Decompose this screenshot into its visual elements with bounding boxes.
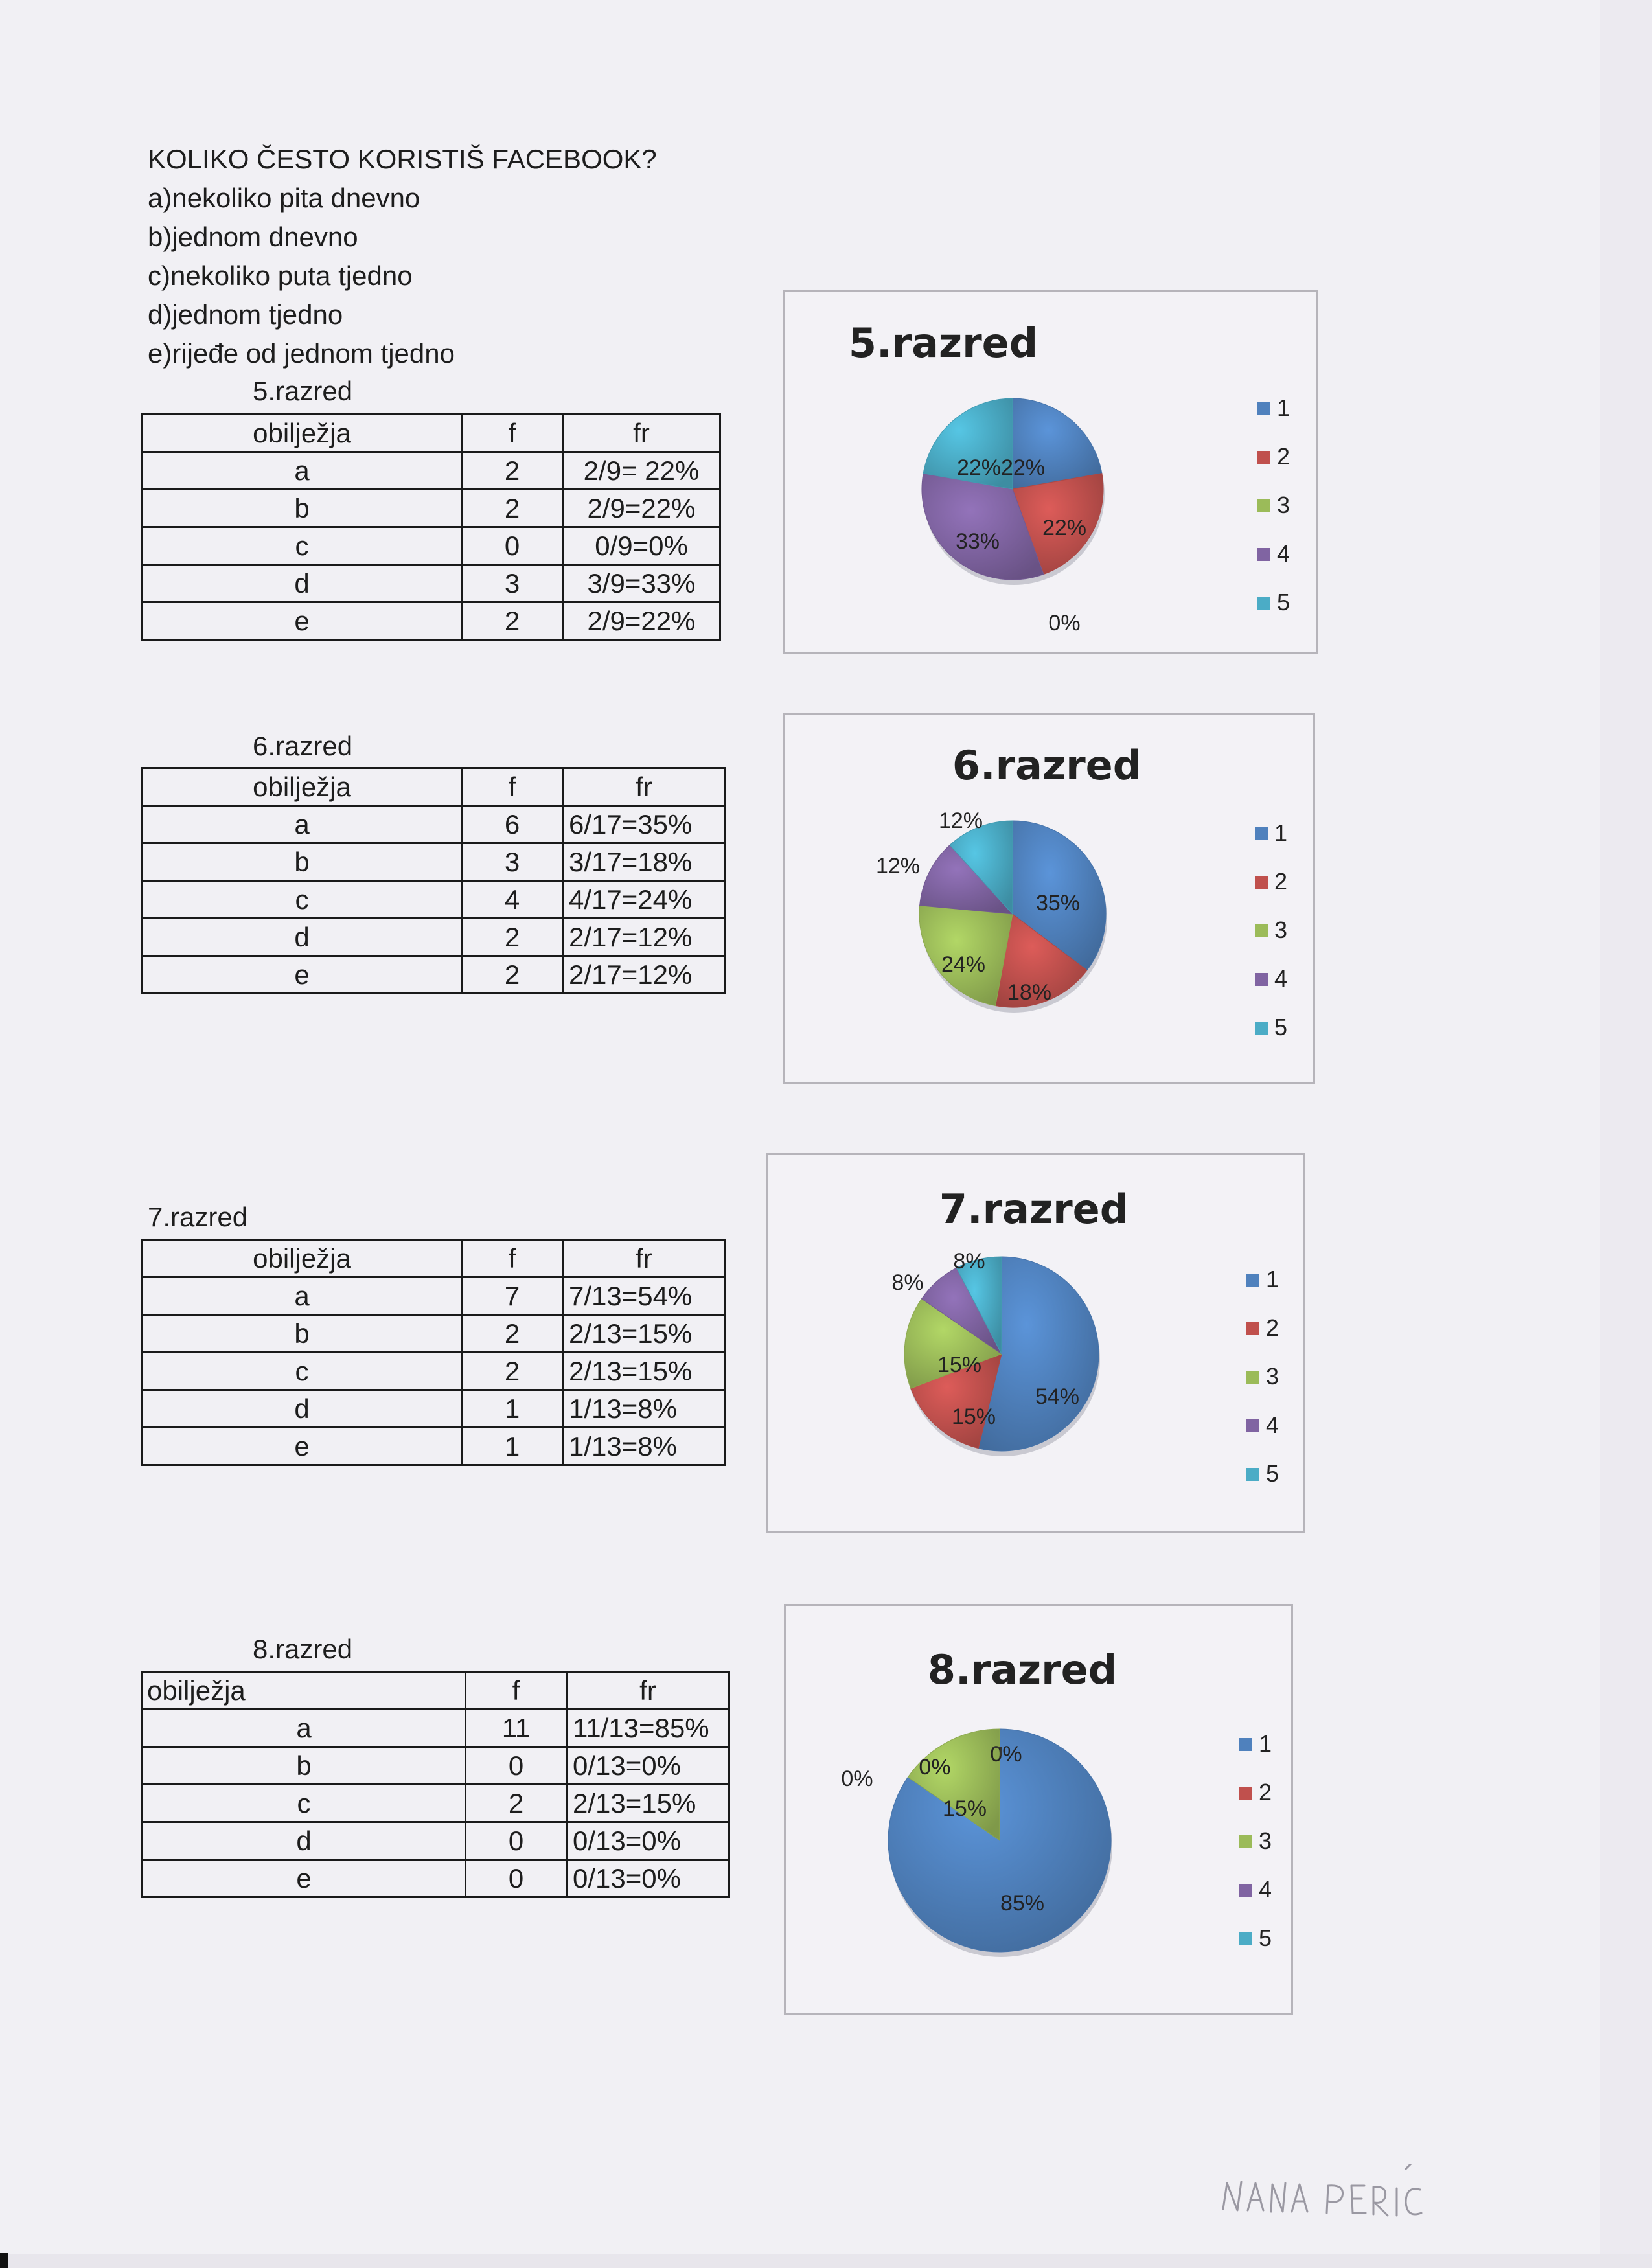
table-row [143, 1822, 729, 1860]
cell-fr: 0/13=0% [567, 1860, 729, 1897]
table-caption-7: 7.razred [148, 1202, 248, 1232]
legend-swatch [1257, 402, 1270, 415]
cell-f: 0 [466, 1747, 567, 1785]
legend-swatch [1239, 1787, 1252, 1800]
legend-label: 2 [1259, 1779, 1272, 1805]
cell-f: 2 [462, 1353, 563, 1390]
table-row [143, 806, 726, 843]
pie-chart-6 [785, 715, 1313, 1082]
cell-fr: 2/17=12% [563, 956, 726, 994]
legend-swatch [1255, 827, 1268, 840]
legend-label: 3 [1277, 492, 1291, 518]
cell-fr: 2/9=22% [563, 602, 720, 640]
table-caption-8: 8.razred [253, 1634, 353, 1664]
cell-f: 2 [462, 602, 563, 640]
cell-label: e [143, 1860, 466, 1897]
data-label: 24% [941, 952, 986, 977]
header-obiljezja: obilježja [143, 768, 462, 806]
table-row [143, 1428, 726, 1465]
data-label: 33% [955, 529, 1000, 554]
cell-label: d [143, 565, 462, 602]
cell-label: c [143, 881, 462, 919]
legend-label: 3 [1259, 1827, 1272, 1854]
legend-label: 2 [1277, 443, 1291, 470]
frequency-table-7 [141, 1239, 726, 1466]
data-label: 15% [951, 1404, 996, 1429]
cell-fr: 3/17=18% [563, 843, 726, 881]
table-row [143, 1353, 726, 1390]
legend-label: 4 [1266, 1412, 1279, 1438]
cell-f: 2 [462, 490, 563, 527]
cell-fr: 2/17=12% [563, 919, 726, 956]
data-label: 35% [1035, 891, 1081, 915]
header-obiljezja: obilježja [143, 415, 462, 452]
cell-label: e [143, 1428, 462, 1465]
cell-fr: 0/13=0% [567, 1747, 729, 1785]
option-a: a)nekoliko pita dnevno [148, 183, 420, 213]
handwritten-signature [1218, 2164, 1425, 2235]
legend-swatch [1239, 1738, 1252, 1751]
table-row [143, 527, 720, 565]
cell-label: a [143, 1710, 466, 1747]
cell-label: c [143, 1785, 466, 1822]
cell-label: b [143, 490, 462, 527]
cell-label: a [143, 1277, 462, 1315]
cell-fr: 1/13=8% [563, 1428, 726, 1465]
table-row [143, 1747, 729, 1785]
data-label: 0% [990, 1742, 1022, 1767]
legend-label: 4 [1277, 540, 1291, 567]
header-f: f [466, 1672, 567, 1710]
survey-question [148, 140, 657, 373]
chart-title: 8.razred [927, 1646, 1118, 1693]
chart-title: 7.razred [939, 1186, 1129, 1233]
pie-chart-5 [785, 292, 1316, 652]
pie-chart-8 [786, 1606, 1291, 2013]
data-label: 54% [1035, 1384, 1080, 1409]
table-row [143, 490, 720, 527]
table-row [143, 1315, 726, 1353]
cell-label: d [143, 919, 462, 956]
table-row [143, 1277, 726, 1315]
legend-label: 5 [1277, 589, 1291, 615]
table-caption-5: 5.razred [253, 376, 353, 406]
table-header-row [143, 768, 726, 806]
legend-label: 5 [1274, 1014, 1288, 1040]
cell-f: 0 [466, 1860, 567, 1897]
header-fr: fr [563, 1240, 726, 1277]
data-label: 85% [1000, 1891, 1045, 1916]
cell-fr: 2/9= 22% [563, 452, 720, 490]
table-row [143, 602, 720, 640]
cell-f: 4 [462, 881, 563, 919]
table-row [143, 1860, 729, 1897]
header-f: f [462, 768, 563, 806]
table-row [143, 956, 726, 994]
table-header-row [143, 1240, 726, 1277]
legend-label: 1 [1259, 1730, 1272, 1757]
legend-swatch [1239, 1884, 1252, 1897]
table-row [143, 565, 720, 602]
legend-label: 2 [1274, 868, 1288, 895]
cell-label: c [143, 527, 462, 565]
legend-label: 1 [1277, 395, 1291, 421]
cell-fr: 2/9=22% [563, 490, 720, 527]
cell-f: 2 [462, 919, 563, 956]
cell-f: 2 [462, 956, 563, 994]
cell-fr: 7/13=54% [563, 1277, 726, 1315]
cell-f: 0 [462, 527, 563, 565]
pie-chart-5-frame [783, 290, 1318, 654]
table-row [143, 1390, 726, 1428]
cell-fr: 6/17=35% [563, 806, 726, 843]
cell-fr: 2/13=15% [563, 1353, 726, 1390]
cell-f: 1 [462, 1390, 563, 1428]
cell-f: 11 [466, 1710, 567, 1747]
table-header-row [143, 1672, 729, 1710]
cell-label: b [143, 1315, 462, 1353]
legend-swatch [1246, 1419, 1259, 1432]
paper-edge-shade [1600, 0, 1652, 2268]
legend-label: 1 [1266, 1266, 1279, 1292]
frequency-table-5 [141, 413, 721, 641]
cell-fr: 4/17=24% [563, 881, 726, 919]
legend-label: 5 [1266, 1460, 1279, 1487]
header-obiljezja: obilježja [143, 1672, 466, 1710]
header-f: f [462, 415, 563, 452]
legend-label: 4 [1274, 965, 1288, 992]
option-b: b)jednom dnevno [148, 222, 358, 252]
pie-chart-7-frame [766, 1153, 1305, 1533]
legend-label: 2 [1266, 1314, 1279, 1341]
legend-label: 3 [1274, 917, 1288, 943]
cell-f: 2 [466, 1785, 567, 1822]
cell-fr: 0/9=0% [563, 527, 720, 565]
data-label: 22% [1000, 455, 1046, 480]
header-fr: fr [563, 768, 726, 806]
cell-f: 2 [462, 452, 563, 490]
cell-fr: 11/13=85% [567, 1710, 729, 1747]
table-row [143, 919, 726, 956]
cell-label: c [143, 1353, 462, 1390]
data-label: 0% [1048, 611, 1081, 636]
option-c: c)nekoliko puta tjedno [148, 260, 413, 291]
cell-fr: 0/13=0% [567, 1822, 729, 1860]
table-row [143, 452, 720, 490]
legend-swatch [1255, 973, 1268, 986]
cell-label: d [143, 1390, 462, 1428]
legend-swatch [1257, 548, 1270, 561]
legend-swatch [1255, 876, 1268, 889]
legend-swatch [1246, 1468, 1259, 1481]
data-label: 12% [938, 808, 983, 833]
chart-title: 5.razred [848, 319, 1038, 367]
cell-label: e [143, 956, 462, 994]
legend-swatch [1257, 597, 1270, 610]
cell-label: d [143, 1822, 466, 1860]
data-label: 8% [953, 1249, 985, 1274]
frequency-table-6 [141, 767, 726, 994]
data-label: 22% [956, 455, 1002, 480]
header-fr: fr [563, 415, 720, 452]
question-title: KOLIKO ČESTO KORISTIŠ FACEBOOK? [148, 144, 657, 174]
data-label: 22% [1042, 516, 1087, 540]
legend-swatch [1255, 924, 1268, 937]
data-label: 0% [919, 1755, 951, 1780]
legend-swatch [1255, 1022, 1268, 1035]
legend-swatch [1246, 1371, 1259, 1384]
chart-title: 6.razred [952, 742, 1142, 789]
legend-swatch [1239, 1835, 1252, 1848]
option-d: d)jednom tjedno [148, 299, 343, 330]
cell-f: 6 [462, 806, 563, 843]
scan-bottom-edge [0, 2254, 1652, 2268]
cell-fr: 1/13=8% [563, 1390, 726, 1428]
table-row [143, 843, 726, 881]
table-row [143, 1710, 729, 1747]
data-label: 15% [942, 1796, 987, 1821]
header-fr: fr [567, 1672, 729, 1710]
cell-fr: 2/13=15% [563, 1315, 726, 1353]
table-row [143, 881, 726, 919]
pie-chart-7 [768, 1155, 1303, 1531]
legend-label: 5 [1259, 1925, 1272, 1951]
cell-label: b [143, 843, 462, 881]
cell-label: a [143, 806, 462, 843]
legend-swatch [1239, 1932, 1252, 1945]
cell-f: 7 [462, 1277, 563, 1315]
header-obiljezja: obilježja [143, 1240, 462, 1277]
cell-f: 3 [462, 843, 563, 881]
legend-label: 4 [1259, 1876, 1272, 1903]
pie-chart-8-frame [784, 1604, 1293, 2015]
table-header-row [143, 415, 720, 452]
header-f: f [462, 1240, 563, 1277]
frequency-table-8 [141, 1671, 730, 1898]
option-e: e)rijeđe od jednom tjedno [148, 338, 455, 369]
cell-f: 0 [466, 1822, 567, 1860]
data-label: 8% [891, 1270, 924, 1295]
cell-label: e [143, 602, 462, 640]
table-row [143, 1785, 729, 1822]
cell-f: 3 [462, 565, 563, 602]
cell-fr: 2/13=15% [567, 1785, 729, 1822]
data-label: 15% [937, 1353, 982, 1377]
legend-swatch [1246, 1274, 1259, 1287]
data-label: 0% [841, 1767, 873, 1791]
legend-label: 1 [1274, 819, 1288, 846]
cell-label: b [143, 1747, 466, 1785]
table-caption-6: 6.razred [253, 731, 353, 761]
data-label: 18% [1007, 980, 1052, 1005]
pie-chart-6-frame [783, 713, 1315, 1084]
scan-mark [0, 2253, 8, 2268]
cell-f: 2 [462, 1315, 563, 1353]
cell-fr: 3/9=33% [563, 565, 720, 602]
legend-swatch [1257, 499, 1270, 512]
legend-label: 3 [1266, 1363, 1279, 1390]
legend-swatch [1246, 1322, 1259, 1335]
cell-label: a [143, 452, 462, 490]
cell-f: 1 [462, 1428, 563, 1465]
legend-swatch [1257, 451, 1270, 464]
data-label: 12% [875, 854, 921, 878]
